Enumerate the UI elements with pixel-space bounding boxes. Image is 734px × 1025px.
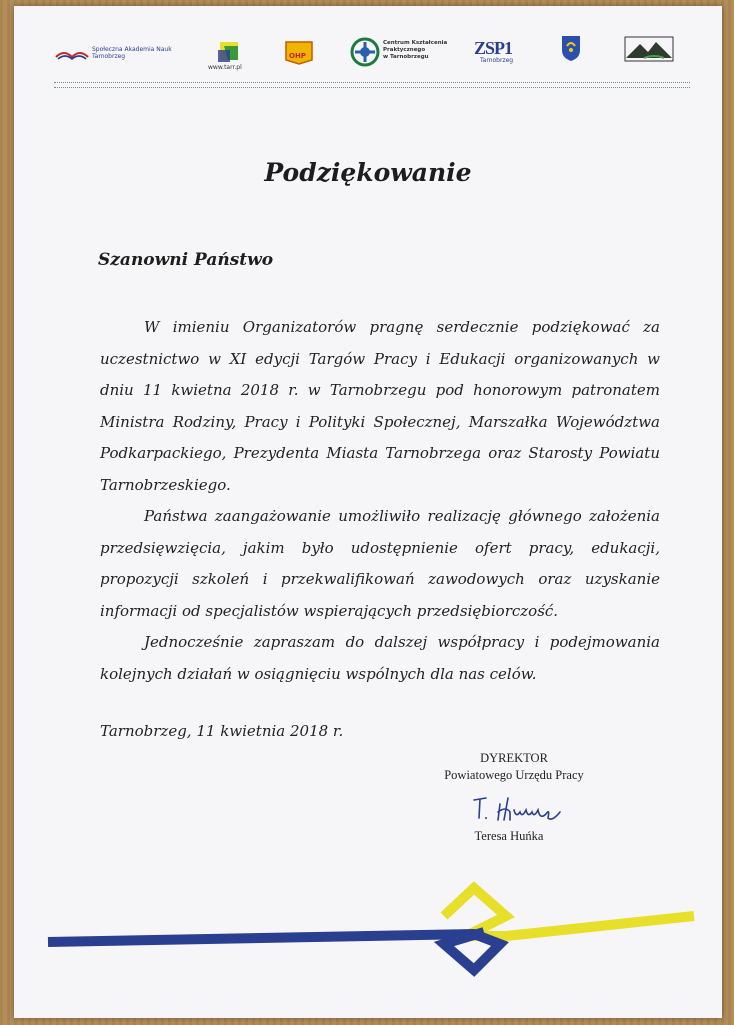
san-name: Społeczna Akademia Nauk [92, 46, 172, 53]
signatory-role: DYREKTOR [480, 751, 548, 765]
header-logos [54, 32, 694, 82]
coat-of-arms-logo [560, 34, 582, 66]
signatory-office: Powiatowego Urzędu Pracy [444, 768, 584, 782]
letter-title: Podziękowanie [264, 158, 472, 187]
ckp-line-2: Praktycznego [383, 47, 426, 53]
ckp-line-1: Centrum Kształcenia [383, 40, 448, 46]
signer-name: Teresa Huńka [474, 829, 544, 843]
tarr-logo [208, 40, 246, 71]
tarr-icon [214, 40, 246, 64]
place-and-date: Tarnobrzeg, 11 kwietnia 2018 r. [100, 722, 344, 740]
footer-graphic [44, 874, 704, 998]
ohp-logo [282, 38, 316, 70]
san-logo [54, 46, 172, 65]
footer-ribbon-icon [44, 874, 704, 994]
ohp-text: OHP [289, 52, 306, 60]
mountain-logo [624, 36, 674, 66]
paragraph-2: Państwa zaangażowanie umożliwiło realizację głównego założenia przedsięwzięcia, jakim było udostępnienie ofert pracy, edukacji, propozycji szkoleń i przekwalifikowań zawodowych oraz uzyskanie informacji od specjalistów wspierających przedsiębiorczość. [100, 507, 660, 620]
zsp1-city: Tarnobrzeg [480, 57, 514, 64]
zsp1-text: ZSP1 [474, 38, 513, 58]
ckp-line-3: w Tarnobrzegu [383, 54, 429, 60]
letter-body [100, 312, 660, 690]
tarr-url: www.tarr.pl [208, 64, 242, 71]
paragraph-1: W imieniu Organizatorów pragnę serdecznie podziękować za uczestnictwo w XI edycji Targów Pracy i Edukacji organizowanych w dniu 11 kwietna 2018 r. w Tarnobrzegu pod honorowym patronatem Ministra Rodziny, Pracy i Polityki Społecznej, Marszałka Województwa Podkarpackiego, Prezydenta Miasta Tarnobrzega oraz Starosty Powiatu Tarnobrzeskiego. [100, 318, 660, 494]
mountain-icon [624, 36, 674, 62]
letter-sheet [14, 6, 722, 1018]
handwritten-signature [470, 792, 580, 830]
ckp-logo [349, 36, 448, 72]
book-icon [54, 47, 90, 61]
letter-greeting: Szanowni Państwo [98, 250, 274, 270]
paragraph-3: Jednocześnie zapraszam do dalszej współpracy i podejmowania kolejnych działań w osiągnięciu wspólnych dla nas celów. [100, 633, 660, 683]
header-divider [54, 82, 690, 88]
zsp1-logo [474, 38, 513, 64]
signatory-block [434, 750, 594, 784]
san-city: Tarnobrzeg [92, 53, 126, 60]
signature-icon [470, 792, 580, 826]
shield-icon [560, 34, 582, 62]
ckp-emblem-icon [349, 36, 381, 68]
